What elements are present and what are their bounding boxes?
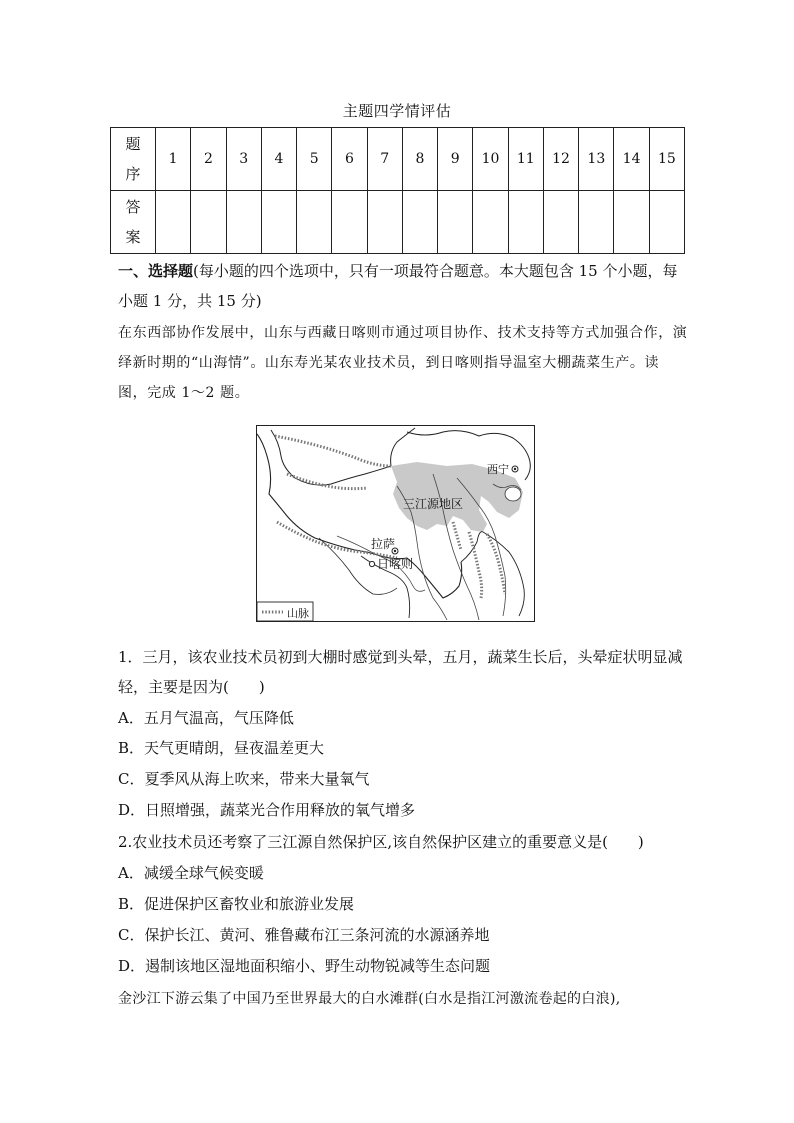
province-boundary [461, 532, 483, 562]
page-title: 主题四学情评估 [342, 102, 452, 120]
number-cell: 14 [614, 128, 649, 191]
section-heading [118, 256, 688, 316]
answer-cell[interactable] [226, 191, 261, 254]
number-cell: 8 [402, 128, 437, 191]
number-cell: 7 [367, 128, 402, 191]
answer-cell[interactable] [473, 191, 508, 254]
number-cell: 5 [297, 128, 332, 191]
section-heading-label: 一、选择题 [118, 262, 194, 280]
answer-cell[interactable] [579, 191, 614, 254]
section-heading-instructions: (每小题的四个选项中，只有一项最符合题意。本大题包含 15 个小题，每小题 1 分，共 15 分) [118, 262, 678, 310]
q1-option-a[interactable]: A．五月气温高，气压降低 [118, 709, 294, 727]
answer-cell[interactable] [156, 191, 191, 254]
answer-cell[interactable] [261, 191, 296, 254]
answer-cell[interactable] [297, 191, 332, 254]
question-2-stem: 2.农业技术员还考察了三江源自然保护区,该自然保护区建立的重要意义是( ) [118, 833, 644, 851]
answer-cell[interactable] [367, 191, 402, 254]
answer-cell[interactable] [543, 191, 578, 254]
legend-label: 山脉 [287, 607, 309, 620]
number-cell: 12 [543, 128, 578, 191]
number-cell: 3 [226, 128, 261, 191]
number-cell: 11 [508, 128, 543, 191]
number-cell: 9 [438, 128, 473, 191]
row-label-answer: 答 案 [111, 191, 156, 254]
lake [505, 487, 521, 501]
answer-cell[interactable] [508, 191, 543, 254]
answer-cell[interactable] [402, 191, 437, 254]
mountain-range [453, 522, 461, 550]
number-cell: 15 [649, 128, 684, 191]
lasa-label: 拉萨 [371, 537, 396, 551]
number-cell: 13 [579, 128, 614, 191]
q1-option-b[interactable]: B．天气更晴朗，昼夜温差更大 [118, 739, 325, 757]
answer-cell[interactable] [191, 191, 226, 254]
map-svg [257, 426, 534, 621]
question-1-stem: 1．三月，该农业技术员初到大棚时感觉到头晕，五月，蔬菜生长后，头晕症状明显减轻，主要是因为( ) [118, 648, 683, 696]
sanjiangyuan-label: 三江源地区 [403, 497, 464, 511]
passage-1: 在东西部协作发展中，山东与西藏日喀则市通过项目协作、技术支持等方式加强合作，演绎新时期的“山海情”。山东寿光某农业技术员，到日喀则指导温室大棚蔬菜生产。读图，完成 1～2 题。 [118, 325, 688, 401]
number-cell: 4 [261, 128, 296, 191]
q2-option-a[interactable]: A．减缓全球气候变暖 [118, 864, 264, 882]
answer-cell[interactable] [438, 191, 473, 254]
mountain-range [275, 436, 391, 466]
xining-label: 西宁 [487, 463, 509, 476]
number-cell: 2 [191, 128, 226, 191]
answer-cell[interactable] [332, 191, 367, 254]
answer-row [111, 191, 685, 254]
passage-2: 金沙江下游云集了中国乃至世界最大的白水滩群(白水是指江河激流卷起的白浪), [118, 991, 621, 1007]
number-row [111, 128, 685, 191]
number-cell: 1 [156, 128, 191, 191]
q1-option-d[interactable]: D．日照增强，蔬菜光合作用释放的氧气增多 [118, 801, 416, 819]
answer-cell[interactable] [649, 191, 684, 254]
q2-option-b[interactable]: B．促进保护区畜牧业和旅游业发展 [118, 895, 355, 913]
row-label-question-number: 题 序 [111, 128, 156, 191]
rikaze-label: 日喀则 [377, 557, 414, 571]
q1-option-c[interactable]: C．夏季风从海上吹来，带来大量氧气 [118, 770, 370, 788]
answer-cell[interactable] [614, 191, 649, 254]
mountain-range [469, 532, 482, 598]
q2-option-c[interactable]: C．保护长江、黄河、雅鲁藏布江三条河流的水源涵养地 [118, 926, 490, 944]
rikaze-marker [369, 561, 374, 566]
number-cell: 10 [473, 128, 508, 191]
q2-option-d[interactable]: D．遏制该地区湿地面积缩小、野生动物锐减等生态问题 [118, 957, 491, 975]
province-boundary [483, 532, 524, 616]
map-figure [256, 425, 535, 622]
answer-table [110, 127, 685, 254]
number-cell: 6 [332, 128, 367, 191]
xining-marker-dot [514, 468, 516, 470]
